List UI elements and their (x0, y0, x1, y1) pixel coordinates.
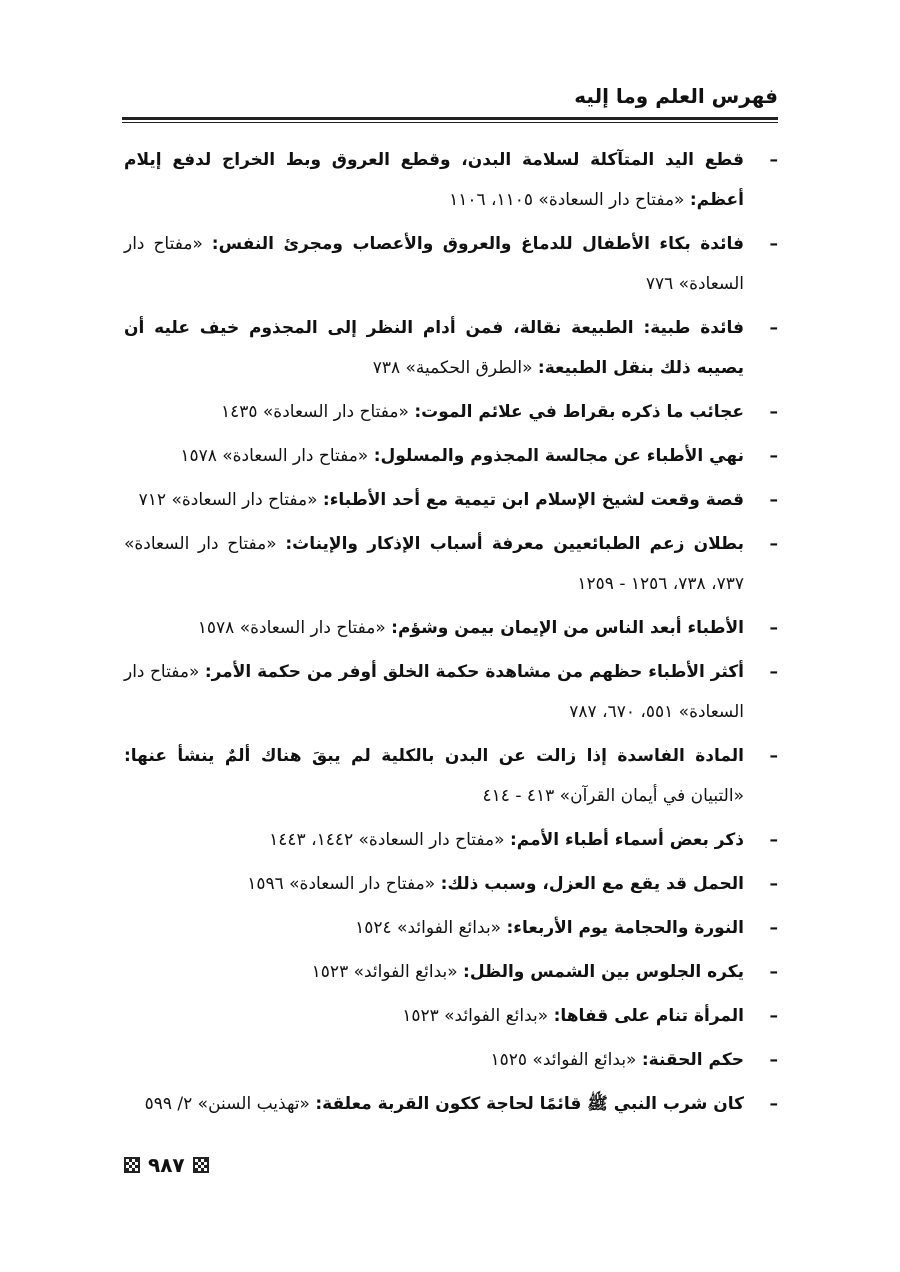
entry-dash: – (769, 234, 778, 254)
entry-dash: – (769, 402, 778, 422)
index-entry (124, 864, 778, 904)
entry-source: «مفتاح دار السعادة» ٧٧٦ (124, 234, 744, 294)
entry-source: «مفتاح دار السعادة» ١٤٣٥ (220, 402, 415, 422)
entry-topic: عجائب ما ذكره بقراط في علائم الموت: (414, 402, 744, 422)
entry-dash: – (769, 1094, 778, 1114)
entry-source: «بدائع الفوائد» ١٥٢٣ (402, 1006, 554, 1026)
entry-dash: – (769, 918, 778, 938)
entry-source: «مفتاح دار السعادة» ١٥٧٨ (197, 618, 392, 638)
page-folio (124, 1153, 209, 1177)
index-entry (124, 224, 778, 304)
entry-source: «مفتاح دار السعادة» ٥٥١، ٦٧٠، ٧٨٧ (124, 662, 744, 722)
index-entry (124, 996, 778, 1036)
page-number: ٩٨٧ (148, 1153, 185, 1177)
entry-dash: – (769, 874, 778, 894)
index-entry (124, 608, 778, 648)
index-entry (124, 524, 778, 604)
entry-source: «مفتاح دار السعادة» ١٥٩٦ (247, 874, 441, 894)
entry-topic: ذكر بعض أسماء أطباء الأمم: (509, 830, 744, 850)
entry-dash: – (769, 962, 778, 982)
entry-dash: – (769, 150, 778, 170)
entry-source: «التبيان في أيمان القرآن» ٤١٣ - ٤١٤ (482, 786, 744, 806)
entry-topic: فائدة طبية: الطبيعة نقالة، فمن أدام النظر إلى المجذوم خيف عليه أن يصيبه ذلك بنقل الطبيعة: (124, 318, 744, 378)
entry-source: «مفتاح دار السعادة» ١٤٤٢، ١٤٤٣ (269, 830, 510, 850)
index-entry (124, 652, 778, 732)
entry-topic: كان شرب النبي ﷺ قائمًا لحاجة ككون القربة معلقة: (315, 1094, 744, 1114)
entry-topic: فائدة بكاء الأطفال للدماغ والعروق والأعصاب ومجرئ النفس: (211, 234, 744, 254)
ornament-right-icon (193, 1157, 209, 1173)
entry-source: «مفتاح دار السعادة» ١٥٧٨ (180, 446, 374, 466)
index-entry (124, 1040, 778, 1080)
index-entry (124, 908, 778, 948)
entry-source: «مفتاح دار السعادة» ١١٠٥، ١١٠٦ (449, 190, 690, 210)
entry-dash: – (769, 1006, 778, 1026)
entry-dash: – (769, 662, 778, 682)
index-entry (124, 952, 778, 992)
entry-source: «بدائع الفوائد» ١٥٢٥ (490, 1050, 642, 1070)
entry-topic: بطلان زعم الطبائعيين معرفة أسباب الإذكار والإيناث: (285, 534, 744, 554)
entry-dash: – (769, 1050, 778, 1070)
index-entry (124, 392, 778, 432)
index-entry-list (124, 140, 778, 1128)
entry-topic: أكثر الأطباء حظهم من مشاهدة حكمة الخلق أوفر من حكمة الأمر: (204, 662, 745, 682)
entry-topic: نهي الأطباء عن مجالسة المجذوم والمسلول: (373, 446, 744, 466)
entry-topic: يكره الجلوس بين الشمس والظل: (463, 962, 744, 982)
entry-source: «بدائع الفوائد» ١٥٢٣ (311, 962, 464, 982)
entry-source: «بدائع الفوائد» ١٥٢٤ (355, 918, 507, 938)
index-entry (124, 308, 778, 388)
entry-topic: النورة والحجامة يوم الأربعاء: (506, 918, 744, 938)
running-head-title: فهرس العلم وما إليه (574, 84, 778, 108)
entry-dash: – (769, 534, 778, 554)
header-rule-thick (122, 117, 778, 120)
entry-topic: قطع اليد المتآكلة لسلامة البدن، وقطع العروق وبط الخراج لدفع إيلام أعظم: (124, 150, 744, 210)
entry-source: «مفتاح دار السعادة» ٧٣٧، ٧٣٨، ١٢٥٦ - ١٢٥٩ (124, 534, 744, 594)
entry-topic: قصة وقعت لشيخ الإسلام ابن تيمية مع أحد الأطباء: (322, 490, 744, 510)
entry-topic: الحمل قد يقع مع العزل، وسبب ذلك: (440, 874, 744, 894)
entry-topic: المادة الفاسدة إذا زالت عن البدن بالكلية لم يبقَ هناك ألمٌ ينشأ عنها: (124, 746, 744, 766)
entry-dash: – (769, 446, 778, 466)
ornament-left-icon (124, 1157, 140, 1173)
entry-source: «الطرق الحكمية» ٧٣٨ (372, 358, 538, 378)
index-entry (124, 736, 778, 816)
index-entry (124, 480, 778, 520)
entry-topic: الأطباء أبعد الناس من الإيمان بيمن وشؤم: (391, 618, 744, 638)
entry-dash: – (769, 746, 778, 766)
entry-topic: حكم الحقنة: (641, 1050, 744, 1070)
index-entry (124, 820, 778, 860)
index-entry (124, 140, 778, 220)
entry-dash: – (769, 318, 778, 338)
header-rule-thin (122, 122, 778, 123)
entry-source: «مفتاح دار السعادة» ٧١٢ (138, 490, 323, 510)
entry-dash: – (769, 830, 778, 850)
entry-dash: – (769, 490, 778, 510)
index-entry (124, 1084, 778, 1124)
entry-topic: المرأة تنام على قفاها: (553, 1006, 744, 1026)
entry-source: «تهذيب السنن» ٢/ ٥٩٩ (144, 1094, 316, 1114)
index-entry (124, 436, 778, 476)
entry-dash: – (769, 618, 778, 638)
